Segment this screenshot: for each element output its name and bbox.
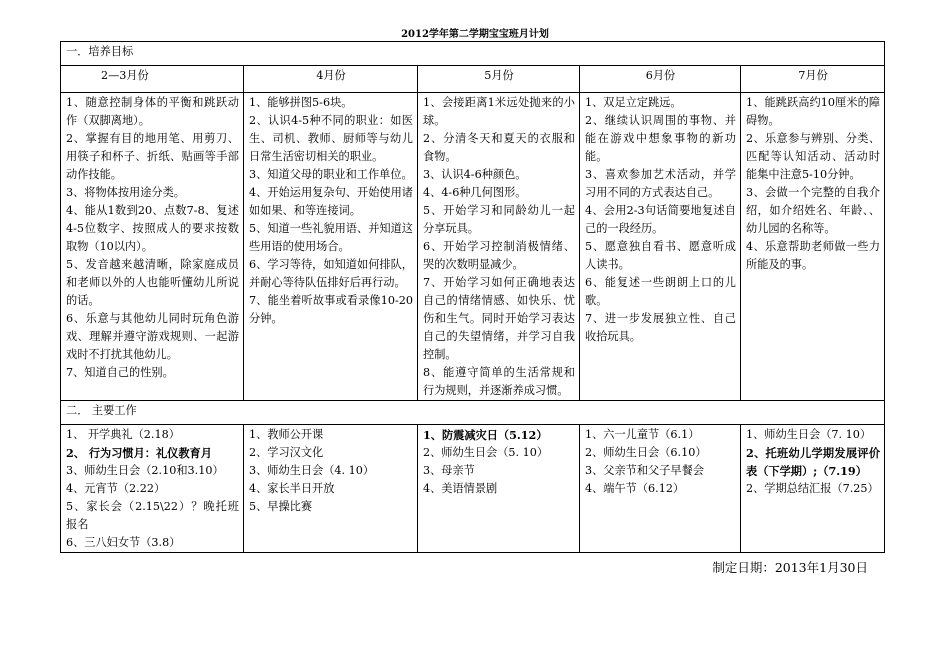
month-header-apr: 4月份 [244,66,418,93]
goals-cell-may [418,93,580,401]
goal-item: 3、会做一个完整的自我介绍，如介绍姓名、年龄、、幼儿园的名称等。 [746,186,881,235]
work-item: 1、六一儿童节（6.1） [585,428,700,441]
work-item: 1、防震减灾日（5.12） [423,428,548,442]
work-item: 5、早操比赛 [249,500,313,513]
work-item: 4、端午节（6.12） [585,482,685,495]
work-item: 3、父亲节和父子早餐会 [585,464,704,477]
month-header-feb-mar: 2—3月份 [61,66,244,93]
goals-cell-jul [741,93,885,401]
goal-item: 1、能跳跃高约10厘米的障碍物。 [746,96,881,127]
work-item: 3、师幼生日会（2.10和3.10） [66,464,224,477]
goal-item: 2、乐意参与辨别、分类、匹配等认知活动、活动时能集中注意5-10分钟。 [746,132,881,181]
goals-cell-feb-mar [61,93,244,401]
goal-item: 5、愿意独自看书、愿意听成人读书。 [585,240,736,271]
goal-item: 4、会用2-3句话简要地复述自己的一段经历。 [585,204,736,235]
goal-item: 3、认识4-6种颜色。 [423,168,527,181]
work-cell-may [418,425,580,553]
goal-item: 3、知道父母的职业和工作单位。 [249,168,413,181]
work-item: 4、元宵节（2.22） [66,482,166,495]
goal-item: 5、开始学习和同龄幼儿一起分享玩具。 [423,204,575,235]
goal-item: 2、掌握有目的地用笔、用剪刀、用筷子和杯子、折纸、贴画等手部动作技能。 [66,132,239,181]
goal-item: 5、发音越来越清晰，除家庭成员和老师以外的人也能听懂幼儿所说的话。 [66,258,239,307]
goal-item: 2、分清冬天和夏天的衣服和食物。 [423,132,575,163]
goal-item: 1、会接距离1米远处抛来的小球。 [423,96,575,127]
goal-item: 5、知道一些礼貌用语、并知道这些用语的使用场合。 [249,222,413,253]
goal-item: 4、乐意帮助老师做一些力所能及的事。 [746,240,881,271]
work-item: 2、学习汉文化 [249,446,324,459]
goals-section-heading: 一．培养目标 [61,42,885,66]
goal-item: 6、乐意与其他幼儿同时玩角色游戏、理解并遵守游戏规则、一起游戏时不打扰其他幼儿。 [66,312,239,361]
creation-date: 制定日期：2013年1月30日 [712,560,868,575]
work-item: 4、美语情景剧 [423,482,498,495]
monthly-plan-table [60,41,885,553]
month-header-row [61,66,885,93]
work-section-heading: 二． 主要工作 [61,401,885,425]
goal-item: 7、开始学习如何正确地表达自己的情绪情感、如快乐、忧伤和生气。同时开始学习表达自己的失望情绪，并学习自我控制。 [423,276,575,361]
goal-item: 1、双足立定跳远。 [585,96,682,109]
work-section-row [61,401,885,425]
month-header-jun: 6月份 [580,66,741,93]
work-cell-apr [244,425,418,553]
work-item: 1、师幼生日会（7. 10） [746,428,872,441]
work-cell-jul [741,425,885,553]
goals-cell-jun [580,93,741,401]
work-item: 1、 开学典礼（2.18） [66,428,180,441]
work-item: 4、家长半日开放 [249,482,335,495]
goal-item: 3、将物体按用途分类。 [66,186,185,199]
goal-item: 4、能从1数到20、点数7-8、复述4-5位数字、按照成人的要求按数取物（10以内）。 [66,204,239,253]
goal-item: 2、认识4-5种不同的职业：如医生、司机、教师、厨师等与幼儿日常生活密切相关的职业。 [249,114,413,163]
goals-row [61,93,885,401]
document-title: 2012学年第二学期宝宝班月计划 [401,29,549,40]
work-item: 2、师幼生日会（6.10） [585,446,707,459]
goals-section-row [61,42,885,66]
goal-item: 7、进一步发展独立性、自己收拾玩具。 [585,312,736,343]
goal-item: 4、4-6种几何图形。 [423,186,527,199]
month-header-jul: 7月份 [741,66,885,93]
work-item: 3、师幼生日会（4. 10） [249,464,375,477]
work-cell-jun [580,425,741,553]
goal-item: 6、能复述一些朗朗上口的儿歌。 [585,276,736,307]
goal-item: 2、继续认识周围的事物、并能在游戏中想象事物的新功能。 [585,114,736,163]
work-item: 2、托班幼儿学期发展评价表（下学期）;（7.19） [746,446,881,478]
work-item: 6、三八妇女节（3.8） [66,536,181,549]
work-item: 2、 行为习惯月：礼仪教育月 [66,446,212,460]
work-item: 5、家长会（2.15\22）？晚托班报名 [66,500,239,531]
goal-item: 1、随意控制身体的平衡和跳跃动作（双脚离地）。 [66,96,239,127]
goal-item: 7、知道自己的性别。 [66,366,174,379]
work-item: 2、师幼生日会（5. 10） [423,446,549,459]
goal-item: 1、能够拼图5-6块。 [249,96,353,109]
goal-item: 4、开始运用复杂句、开始使用诸如如果、和等连接词。 [249,186,413,217]
goal-item: 8、能遵守简单的生活常规和行为规则，并逐渐养成习惯。 [423,366,575,397]
goal-item: 6、开始学习控制消极情绪、哭的次数明显减少。 [423,240,575,271]
work-item: 1、教师公开课 [249,428,324,441]
goal-item: 3、喜欢参加艺术活动，并学习用不同的方式表达自己。 [585,168,736,199]
goal-item: 6、学习等待，如知道如何排队，并耐心等待队伍排好后再行动。 [249,258,413,289]
goals-cell-apr [244,93,418,401]
work-item: 3、母亲节 [423,464,475,477]
month-header-may: 5月份 [418,66,580,93]
work-cell-feb-mar [61,425,244,553]
work-row [61,425,885,553]
work-item: 2、学期总结汇报（7.25） [746,482,879,495]
goal-item: 7、能坐着听故事或看录像10-20分钟。 [249,294,413,325]
